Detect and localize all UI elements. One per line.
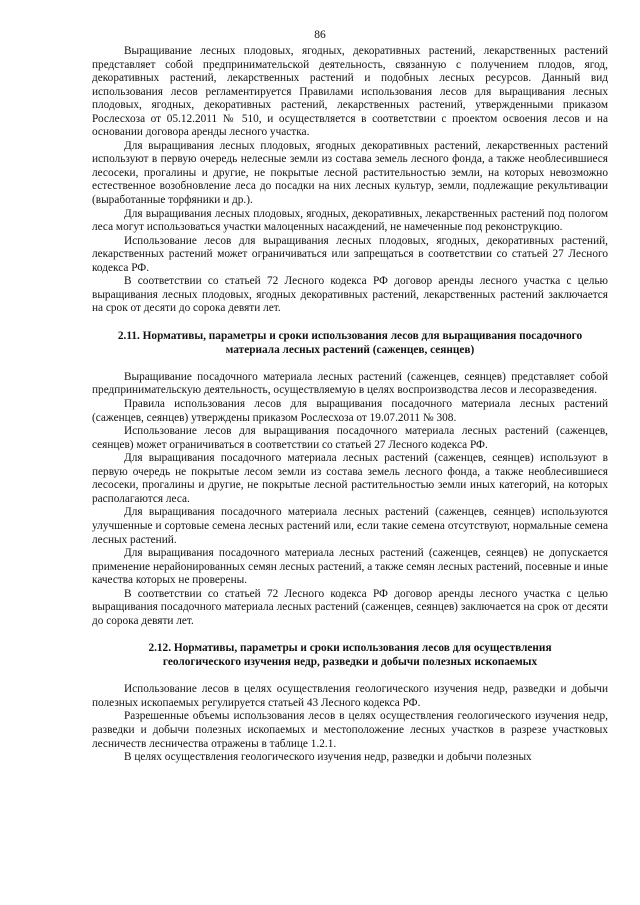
- page-number: 86: [314, 29, 326, 41]
- section-spacer: [92, 628, 608, 641]
- paragraph: Для выращивания посадочного материала лесных растений (саженцев, сеянцев) используются улучшенные и сортовые семена лесных растений или, если такие семена отсутствуют, нормальные семена лесных растений.: [92, 506, 608, 546]
- section-spacer: [92, 316, 608, 329]
- paragraph: В соответствии со статьей 72 Лесного кодекса РФ договор аренды лесного участка с целью выращивания посадочного материала лесных растений (саженцев, сеянцев) заключается на срок от десяти до сорока девяти лет.: [92, 587, 608, 627]
- section-spacer: [92, 357, 608, 371]
- paragraph: Правила использования лесов для выращивания посадочного материала лесных растений (саженцев, сеянцев) утверждены приказом Рослесхоза от 19.07.2011 № 308.: [92, 398, 608, 424]
- paragraph: Использование лесов в целях осуществления геологического изучения недр, разведки и добычи полезных ископаемых регулируется статьей 43 Лесного кодекса РФ.: [92, 683, 608, 709]
- section-heading-2-11: 2.11. Нормативы, параметры и сроки использования лесов для выращивания посадочного материала лесных растений (саженцев, сеянцев): [117, 329, 583, 356]
- paragraph: Для выращивания лесных плодовых, ягодных декоративных растений, лекарственных растений используют в первую очередь нелесные земли из состава земель лесного фонда, а также необлесившиеся лесосеки, прогалины и другие, не покрытые лесной растительностью земли, на которых невозможно естественное возобновление леса до посадки на них лесных культур, земли, подлежащие рекультивации (выработанные торфяники и др.).: [92, 139, 608, 207]
- paragraph: Использование лесов для выращивания лесных плодовых, ягодных, декоративных растений, лекарственных растений может ограничиваться или запрещаться в соответствии со статьей 27 Лесного кодекса РФ.: [92, 234, 608, 274]
- paragraph: В соответствии со статьей 72 Лесного кодекса РФ договор аренды лесного участка с целью выращивания лесных плодовых, ягодных декоративных растений, лекарственных растений заключается на срок от десяти до сорока девяти лет.: [92, 275, 608, 315]
- paragraph: Разрешенные объемы использования лесов в целях осуществления геологического изучения недр, разведки и добычи полезных ископаемых и местоположение лесных участков в разрезе участковых лесничеств лесничества отражены в таблице 1.2.1.: [92, 710, 608, 750]
- paragraph: Для выращивания посадочного материала лесных растений (саженцев, сеянцев) не допускается применение нерайонированных семян лесных растений, а также семян лесных растений, посевные и иные качества которых не проверены.: [92, 547, 608, 587]
- paragraph: Для выращивания лесных плодовых, ягодных, декоративных, лекарственных растений под пологом леса могут использоваться участки малоценных насаждений, не намеченные под реконструкцию.: [92, 207, 608, 234]
- section-spacer: [92, 669, 608, 683]
- paragraph: Использование лесов для выращивания посадочного материала лесных растений (саженцев, сеянцев) может ограничиваться в соответствии со статьей 27 Лесного кодекса РФ.: [92, 425, 608, 451]
- paragraph: Выращивание лесных плодовых, ягодных, декоративных растений, лекарственных растений представляет собой предпринимательской деятельность, связанную с получением плодов, ягод, декоративных растений, лекарственных растений и подобных лесных ресурсов. Данный вид использования лесов регламентируется Правилами использования лесов для выращивания лесных плодовых, ягодных, декоративных растений, лекарственных растений, утвержденными приказом Рослесхоза от 05.12.2011 № 510, и осуществляется в соответствии с проектом освоения лесов и на основании договора аренды лесного участка.: [92, 45, 608, 139]
- paragraph: Выращивание посадочного материала лесных растений (саженцев, сеянцев) представляет собой предпринимательскую деятельность, осуществляемую в целях воспроизводства лесов и лесоразведения.: [92, 370, 608, 397]
- section-heading-2-12: 2.12. Нормативы, параметры и сроки использования лесов для осуществления геологического изучения недр, разведки и добычи полезных ископаемых: [148, 642, 552, 669]
- page-content: [92, 45, 608, 765]
- paragraph: Для выращивания посадочного материала лесных растений (саженцев, сеянцев) используют в первую очередь не покрытые лесом земли из состава земель лесного фонда, а также необлесившиеся лесосеки, прогалины и другие, не покрытые лесной растительностью земли иных категорий, на которых располагаются леса.: [92, 452, 608, 505]
- paragraph: В целях осуществления геологического изучения недр, разведки и добычи полезных: [124, 751, 532, 764]
